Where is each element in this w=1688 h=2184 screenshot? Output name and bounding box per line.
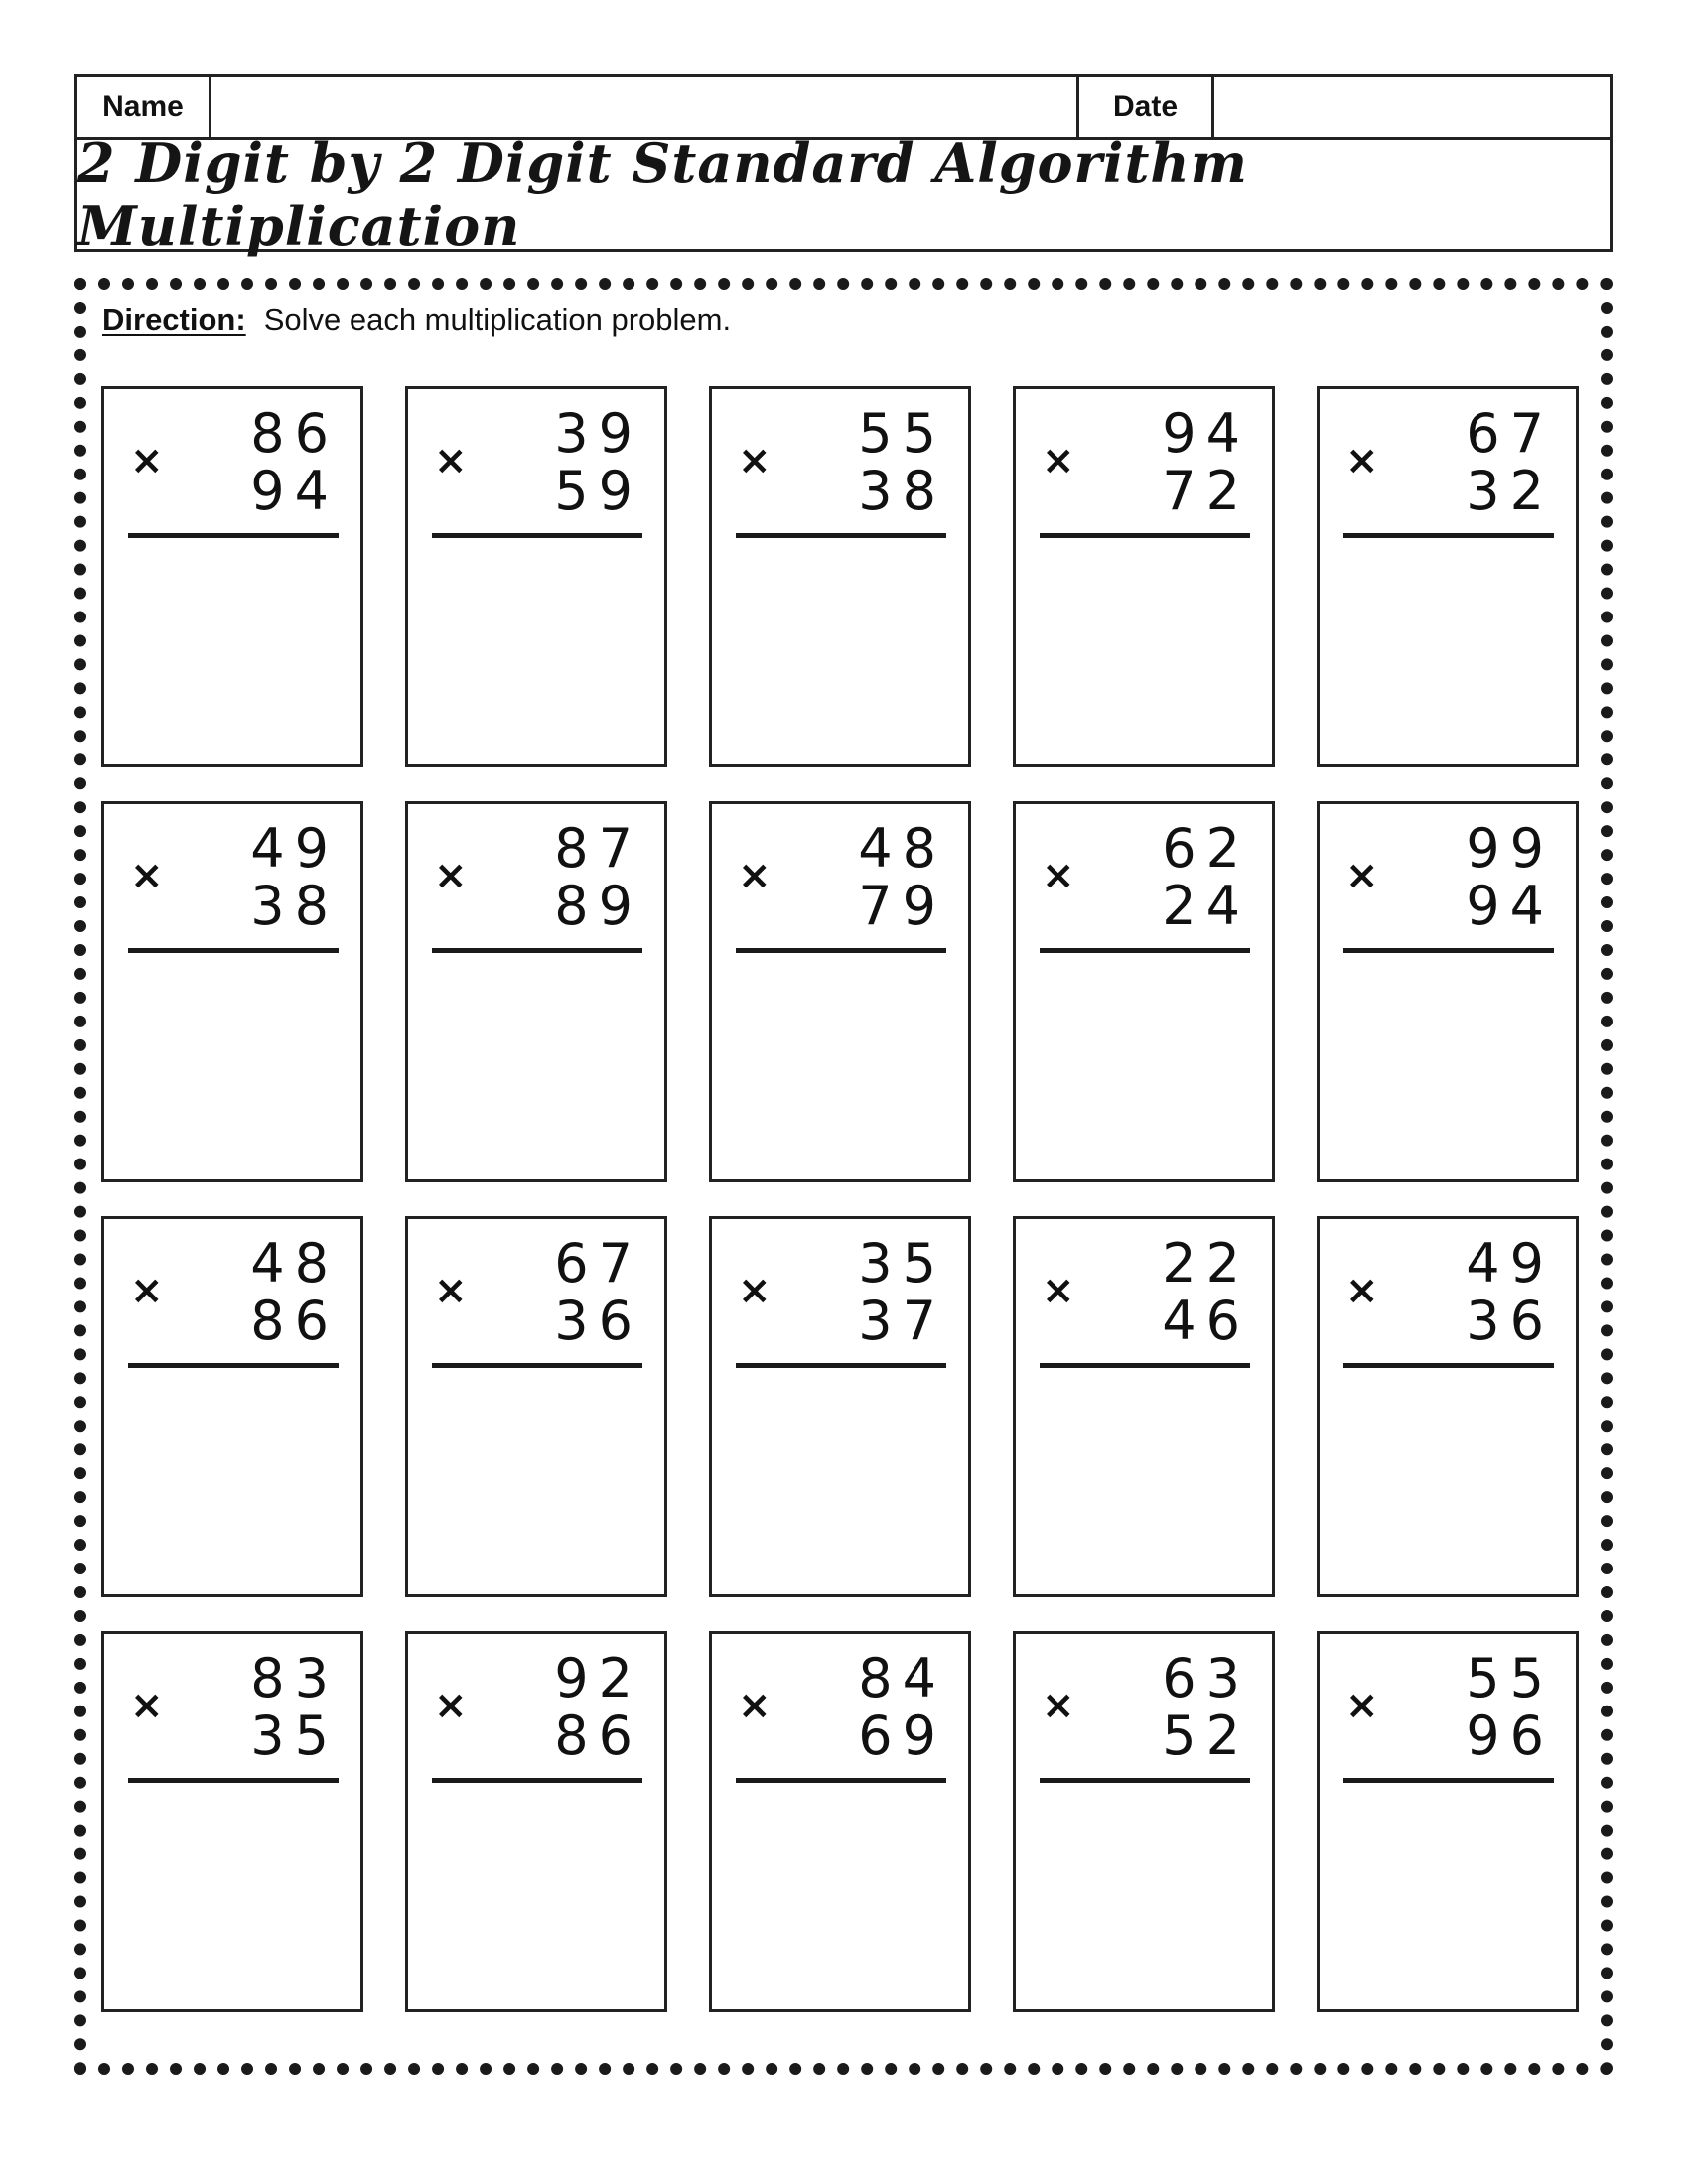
- problem-box[interactable]: [1013, 801, 1275, 1182]
- multiply-icon: ×: [434, 853, 468, 898]
- answer-line: [736, 1778, 946, 1783]
- multiplier: 72: [1162, 460, 1250, 522]
- multiply-icon: ×: [434, 438, 468, 483]
- multiply-icon: ×: [1345, 1268, 1379, 1313]
- multiplier: 24: [1162, 875, 1250, 937]
- multiply-icon: ×: [1042, 1268, 1075, 1313]
- answer-line: [1343, 948, 1554, 953]
- problem-box[interactable]: [709, 1631, 971, 2012]
- multiply-icon: ×: [1345, 438, 1379, 483]
- multiplier: 37: [858, 1290, 946, 1352]
- problem-box[interactable]: [709, 1216, 971, 1597]
- multiplier: 89: [554, 875, 642, 937]
- problem-box[interactable]: [101, 801, 363, 1182]
- problem-box[interactable]: [1317, 1216, 1579, 1597]
- direction-line: [102, 302, 731, 338]
- multiplier: 59: [554, 460, 642, 522]
- multiplicand: 84: [858, 1647, 946, 1709]
- problem-box[interactable]: [1317, 386, 1579, 767]
- multiplicand: 35: [858, 1232, 946, 1295]
- multiply-icon: ×: [738, 1268, 772, 1313]
- multiply-icon: ×: [434, 1683, 468, 1728]
- multiplier: 36: [554, 1290, 642, 1352]
- multiplicand: 94: [1162, 402, 1250, 465]
- answer-line: [432, 533, 642, 538]
- multiplicand: 49: [250, 817, 339, 880]
- multiplier: 69: [858, 1705, 946, 1767]
- answer-line: [128, 533, 339, 538]
- answer-line: [128, 948, 339, 953]
- multiply-icon: ×: [738, 853, 772, 898]
- multiplier: 36: [1466, 1290, 1554, 1352]
- multiplier: 86: [250, 1290, 339, 1352]
- problem-box[interactable]: [1317, 801, 1579, 1182]
- multiplier: 38: [250, 875, 339, 937]
- answer-line: [432, 1778, 642, 1783]
- multiplier: 52: [1162, 1705, 1250, 1767]
- problem-box[interactable]: [101, 386, 363, 767]
- answer-line: [1343, 1363, 1554, 1368]
- multiplier: 32: [1466, 460, 1554, 522]
- multiply-icon: ×: [1042, 853, 1075, 898]
- answer-line: [128, 1363, 339, 1368]
- multiply-icon: ×: [130, 1683, 164, 1728]
- multiply-icon: ×: [1042, 438, 1075, 483]
- problem-box[interactable]: [1013, 1631, 1275, 2012]
- multiplicand: 87: [554, 817, 642, 880]
- multiplier: 96: [1466, 1705, 1554, 1767]
- answer-line: [432, 1363, 642, 1368]
- multiply-icon: ×: [1345, 1683, 1379, 1728]
- multiplier: 79: [858, 875, 946, 937]
- multiplier: 38: [858, 460, 946, 522]
- direction-text: Solve each multiplication problem.: [263, 302, 732, 337]
- multiplicand: 86: [250, 402, 339, 465]
- problem-box[interactable]: [405, 1631, 667, 2012]
- multiply-icon: ×: [738, 1683, 772, 1728]
- direction-label: Direction:: [102, 302, 246, 337]
- multiplier: 35: [250, 1705, 339, 1767]
- answer-line: [1040, 1363, 1250, 1368]
- answer-line: [736, 948, 946, 953]
- multiplier: 86: [554, 1705, 642, 1767]
- multiplicand: 63: [1162, 1647, 1250, 1709]
- problem-box[interactable]: [101, 1631, 363, 2012]
- answer-line: [1040, 948, 1250, 953]
- multiplicand: 22: [1162, 1232, 1250, 1295]
- multiply-icon: ×: [130, 438, 164, 483]
- problem-box[interactable]: [405, 386, 667, 767]
- multiplicand: 83: [250, 1647, 339, 1709]
- problem-box[interactable]: [1317, 1631, 1579, 2012]
- problem-box[interactable]: [405, 801, 667, 1182]
- answer-line: [1343, 533, 1554, 538]
- name-label: Name: [77, 77, 211, 137]
- answer-line: [736, 1363, 946, 1368]
- multiplicand: 62: [1162, 817, 1250, 880]
- problem-box[interactable]: [101, 1216, 363, 1597]
- problem-box[interactable]: [1013, 1216, 1275, 1597]
- multiplicand: 48: [858, 817, 946, 880]
- multiply-icon: ×: [130, 853, 164, 898]
- date-field[interactable]: [1214, 77, 1610, 137]
- multiplicand: 49: [1466, 1232, 1554, 1295]
- multiply-icon: ×: [1042, 1683, 1075, 1728]
- multiplicand: 39: [554, 402, 642, 465]
- multiplier: 94: [1466, 875, 1554, 937]
- multiplicand: 67: [1466, 402, 1554, 465]
- answer-line: [1040, 533, 1250, 538]
- name-field[interactable]: [211, 77, 1079, 137]
- problem-box[interactable]: [405, 1216, 667, 1597]
- answer-line: [1343, 1778, 1554, 1783]
- multiply-icon: ×: [1345, 853, 1379, 898]
- multiply-icon: ×: [738, 438, 772, 483]
- answer-line: [736, 533, 946, 538]
- multiplicand: 99: [1466, 817, 1554, 880]
- worksheet-header: [74, 74, 1613, 258]
- multiplicand: 55: [858, 402, 946, 465]
- problem-box[interactable]: [709, 386, 971, 767]
- multiplicand: 55: [1466, 1647, 1554, 1709]
- multiplicand: 92: [554, 1647, 642, 1709]
- multiplicand: 67: [554, 1232, 642, 1295]
- worksheet-title: 2 Digit by 2 Digit Standard Algorithm Multiplication: [77, 131, 1248, 258]
- multiplier: 94: [250, 460, 339, 522]
- multiply-icon: ×: [434, 1268, 468, 1313]
- answer-line: [1040, 1778, 1250, 1783]
- multiplicand: 48: [250, 1232, 339, 1295]
- answer-line: [432, 948, 642, 953]
- problem-box[interactable]: [1013, 386, 1275, 767]
- answer-line: [128, 1778, 339, 1783]
- problem-box[interactable]: [709, 801, 971, 1182]
- date-label: Date: [1079, 77, 1214, 137]
- multiplier: 46: [1162, 1290, 1250, 1352]
- multiply-icon: ×: [130, 1268, 164, 1313]
